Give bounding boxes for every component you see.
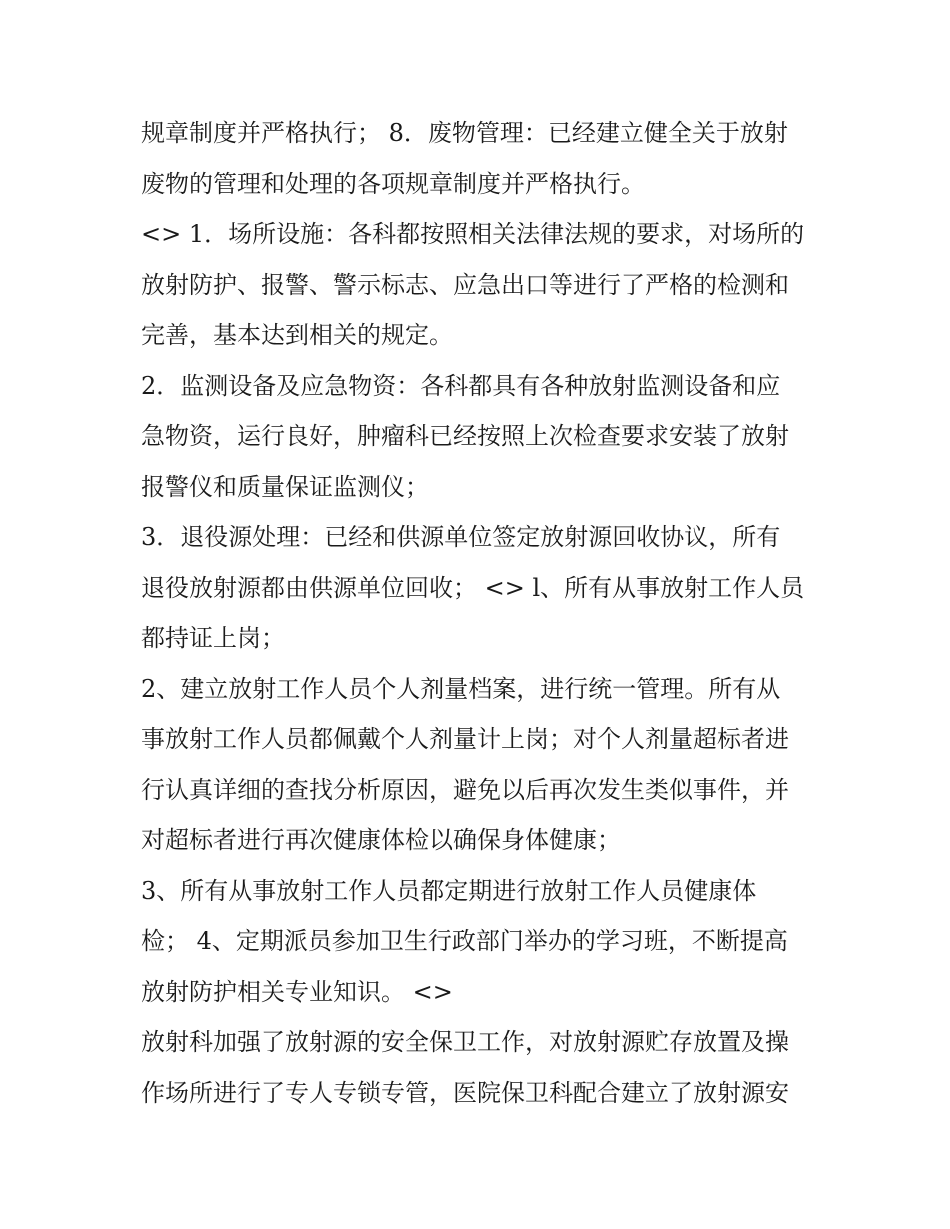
text-line: 对超标者进行再次健康体检以确保身体健康； (141, 826, 621, 854)
text-line: 放射科加强了放射源的安全保卫工作，对放射源贮存放置及操 (141, 1028, 789, 1056)
text-line: 检； 4、定期派员参加卫生行政部门举办的学习班，不断提高 (141, 927, 788, 955)
document-body (141, 108, 831, 1118)
text-line: 事放射工作人员都佩戴个人剂量计上岗；对个人剂量超标者进 (141, 725, 789, 753)
text-line: <> 1．场所设施：各科都按照相关法律法规的要求，对场所的 (141, 220, 805, 248)
text-line: 行认真详细的查找分析原因，避免以后再次发生类似事件，并 (141, 775, 789, 804)
text-line: 规章制度并严格执行； 8．废物管理：已经建立健全关于放射 (141, 119, 788, 147)
text-line: 报警仪和质量保证监测仪； (141, 472, 429, 501)
text-line: 3．退役源处理：已经和供源单位签定放射源回收协议，所有 (141, 523, 781, 551)
text-line: 急物资，运行良好，肿瘤科已经按照上次检查要求安装了放射 (141, 422, 789, 450)
text-line: 退役放射源都由供源单位回收； <> l、所有从事放射工作人员 (141, 573, 805, 602)
text-line: 作场所进行了专人专锁专管，医院保卫科配合建立了放射源安 (141, 1078, 789, 1107)
text-line: 放射防护、报警、警示标志、应急出口等进行了严格的检测和 (141, 270, 789, 299)
text-line: 3、所有从事放射工作人员都定期进行放射工作人员健康体 (141, 876, 757, 905)
text-line: 放射防护相关专业知识。 <> (141, 977, 453, 1006)
text-line: 2、建立放射工作人员个人剂量档案，进行统一管理。所有从 (141, 674, 781, 703)
text-line: 完善，基本达到相关的规定。 (141, 321, 453, 349)
text-line: 废物的管理和处理的各项规章制度并严格执行。 (141, 169, 645, 198)
text-line: 都持证上岗； (141, 624, 285, 652)
text-line: 2．监测设备及应急物资：各科都具有各种放射监测设备和应 (141, 371, 781, 400)
